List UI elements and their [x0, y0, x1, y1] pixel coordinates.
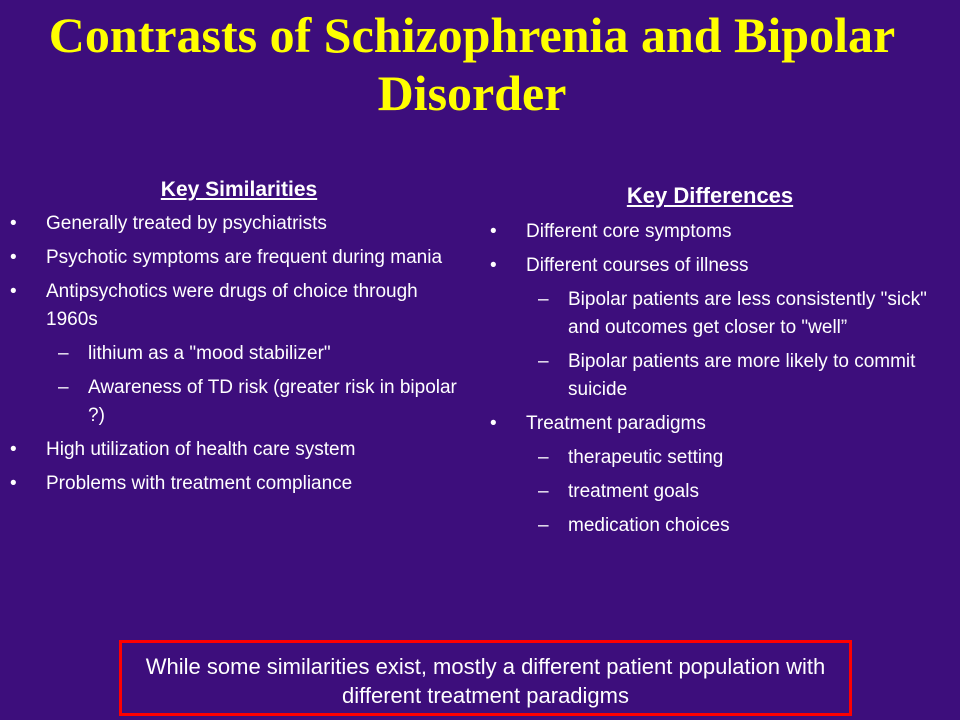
bullet-icon: • [10, 439, 17, 460]
sub-list-item [484, 444, 944, 472]
bullet-icon: • [10, 473, 17, 494]
sub-list-item [4, 374, 474, 430]
similarities-heading: Key Similarities [160, 178, 318, 201]
list-item-text: Different courses of illness [526, 255, 749, 276]
sub-list-item-text: Bipolar patients are more likely to commit suicide [568, 351, 916, 400]
sub-list-item-text: lithium as a "mood stabilizer" [88, 343, 331, 364]
dash-icon: – [58, 343, 69, 364]
differences-heading: Key Differences [626, 183, 794, 208]
sub-list-item [4, 340, 474, 368]
list-item [484, 252, 944, 280]
sub-list-item-text: therapeutic setting [568, 447, 724, 468]
sub-list-item [484, 286, 944, 342]
list-item [484, 410, 944, 438]
sub-list-item-text: Awareness of TD risk (greater risk in bipolar ?) [88, 377, 457, 426]
dash-icon: – [538, 289, 549, 310]
sub-list-item-text: medication choices [568, 515, 730, 536]
list-item [4, 244, 474, 272]
dash-icon: – [58, 377, 69, 398]
list-item [4, 278, 474, 334]
differences-column [484, 182, 944, 546]
bullet-icon: • [10, 213, 17, 234]
sub-list-item-text: Bipolar patients are less consistently "sick" and outcomes get closer to "well” [568, 289, 927, 338]
list-item-text: High utilization of health care system [46, 439, 356, 460]
list-item-text: Psychotic symptoms are frequent during mania [46, 247, 443, 268]
list-item-text: Generally treated by psychiatrists [46, 213, 327, 234]
list-item [4, 470, 474, 498]
dash-icon: – [538, 481, 549, 502]
slide-title: Contrasts of Schizophrenia and Bipolar Disorder [48, 7, 896, 121]
bullet-icon: • [490, 255, 497, 276]
list-item-text: Different core symptoms [526, 221, 732, 242]
dash-icon: – [538, 447, 549, 468]
conclusion-text: While some similarities exist, mostly a different patient population with different treatment paradigms [145, 654, 826, 708]
dash-icon: – [538, 351, 549, 372]
sub-list-item [484, 512, 944, 540]
sub-list-item [484, 348, 944, 404]
differences-list [484, 218, 944, 540]
conclusion-box [119, 640, 852, 716]
similarities-list [4, 210, 474, 498]
list-item-text: Antipsychotics were drugs of choice through 1960s [46, 281, 418, 330]
list-item [484, 218, 944, 246]
dash-icon: – [538, 515, 549, 536]
sub-list-item [484, 478, 944, 506]
list-item-text: Problems with treatment compliance [46, 473, 353, 494]
bullet-icon: • [10, 281, 17, 302]
bullet-icon: • [10, 247, 17, 268]
bullet-icon: • [490, 221, 497, 242]
bullet-icon: • [490, 413, 497, 434]
list-item [4, 436, 474, 464]
sub-list-item-text: treatment goals [568, 481, 699, 502]
similarities-column [4, 176, 474, 504]
list-item-text: Treatment paradigms [526, 413, 706, 434]
list-item [4, 210, 474, 238]
